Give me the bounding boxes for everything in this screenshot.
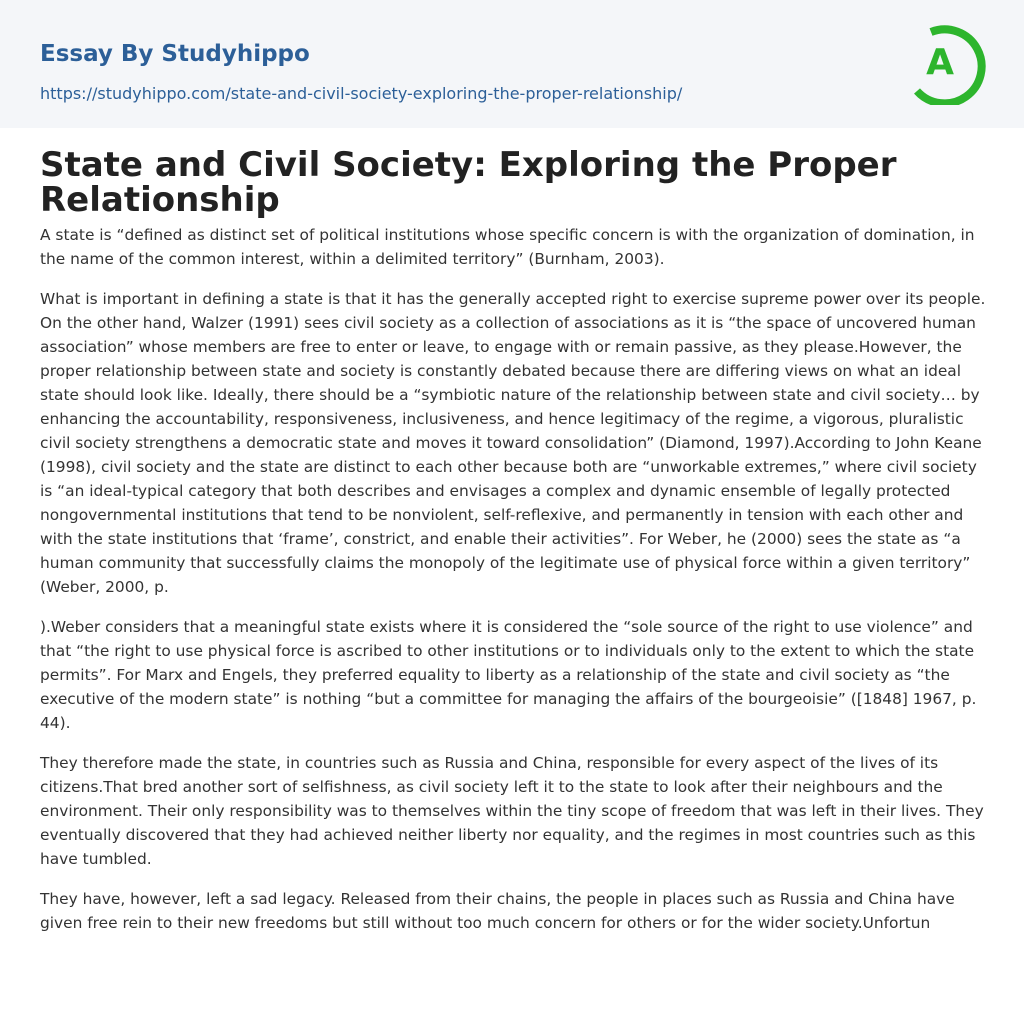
essay-paragraph: What is important in defining a state is that it has the generally accepted right to exercise supreme power over its people. On the other hand, Walzer (1991) sees civil society as a collection of associations as it is “the space of uncovered human association” whose members are free to enter or leave, to engage with or remain passive, as they please.However, the proper relationship between state and society is constantly debated because there are differing views on what an ideal state should look like. Ideally, there should be a “symbiotic nature of the relationship between state and civil society… by enhancing the accountability, responsiveness, inclusiveness, and hence legitimacy of the regime, a vigorous, pluralistic civil society strengthens a democratic state and moves it toward consolidation” (Diamond, 1997).According to John Keane (1998), civil society and the state are distinct to each other because both are “unworkable extremes,” where civil society is “an ideal-typical category that both describes and envisages a complex and dynamic ensemble of legally protected nongovernmental institutions that tend to be nonviolent, self-reflexive, and permanently in tension with each other and with the state institutions that ‘frame’, constrict, and enable their activities”. For Weber, he (2000) sees the state as “a human community that successfully claims the monopoly of the legitimate use of physical force within a given territory” (Weber, 2000, p. — [40, 290, 986, 596]
logo-letter: A — [926, 42, 954, 83]
essay-paragraph: They therefore made the state, in countries such as Russia and China, responsible for every aspect of the lives of its citizens.That bred another sort of selfishness, as civil society left it to the state to look after their neighbours and the environment. Their only responsibility was to themselves within the tiny scope of freedom that was left in their lives. They eventually discovered that they had achieved neither liberty nor equality, and the regimes in most countries such as this have tumbled. — [40, 754, 984, 868]
site-header — [0, 0, 1024, 128]
essay-paragraph: A state is “defined as distinct set of political institutions whose specific concern is with the organization of domination, in the name of the common interest, within a delimited territory” (Burnham, 2003). — [40, 226, 975, 268]
essay-title: State and Civil Society: Exploring the Proper Relationship — [40, 145, 897, 220]
site-brand[interactable]: Essay By Studyhippo — [40, 41, 310, 67]
studyhippo-logo-icon[interactable] — [911, 19, 987, 105]
essay-url-link[interactable]: https://studyhippo.com/state-and-civil-society-exploring-the-proper-relationship/ — [40, 84, 683, 103]
essay-paragraph: They have, however, left a sad legacy. Released from their chains, the people in places such as Russia and China have given free rein to their new freedoms but still without too much concern for others or for the wider society.Unfortun — [40, 890, 955, 932]
essay-content — [40, 145, 986, 935]
essay-paragraph: ).Weber considers that a meaningful state exists where it is considered the “sole source of the right to use violence” and that “the right to use physical force is ascribed to other institutions or to individuals only to the extent to which the state permits”. For Marx and Engels, they preferred equality to liberty as a relationship of the state and civil society as “the executive of the modern state” is nothing “but a committee for managing the affairs of the bourgeoisie” ([1848] 1967, p. 44). — [40, 618, 977, 732]
